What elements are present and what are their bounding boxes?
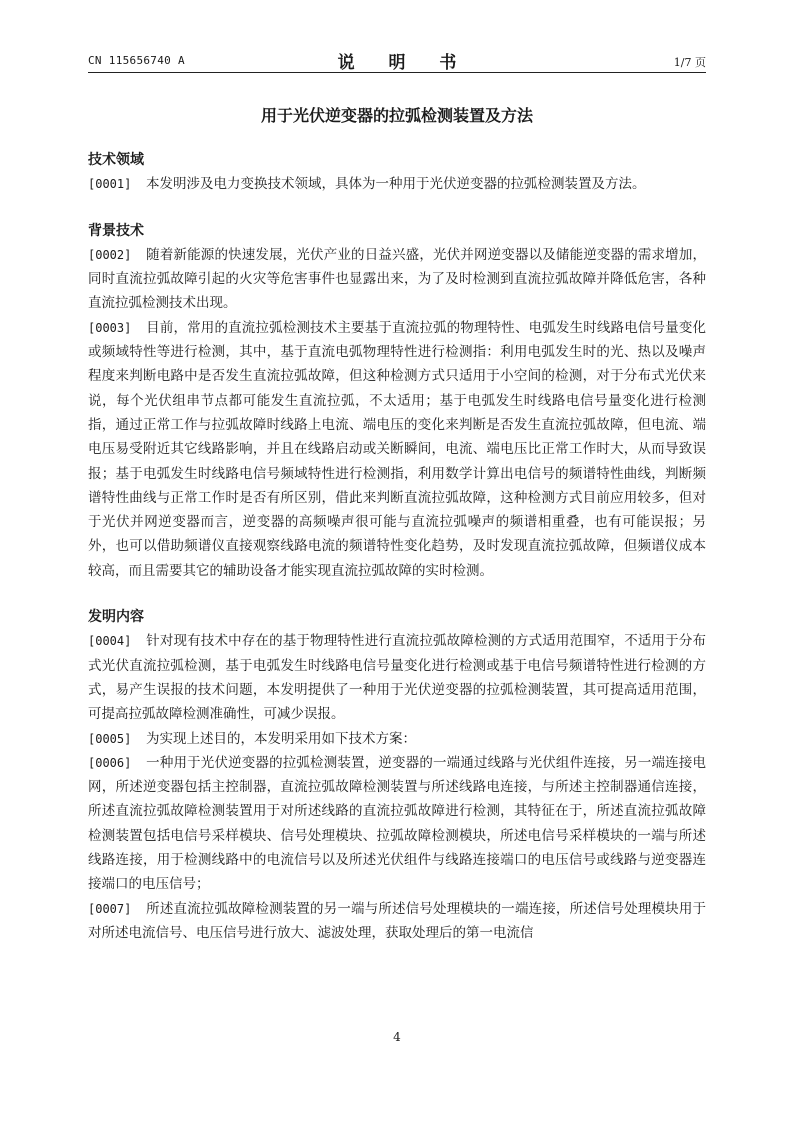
paragraph-number: [0003] [88, 320, 132, 335]
paragraph-text: 针对现有技术中存在的基于物理特性进行直流拉弧故障检测的方式适用范围窄，不适用于分布式光伏直流拉弧检测，基于电弧发生时线路电信号量变化进行检测或基于电信号频谱特性进行检测的方式，易产生误报的技术问题，本发明提供了一种用于光伏逆变器的拉弧检测装置，其可提高适用范围，可提高拉弧故障检测准确性，可减少误报。 [88, 633, 706, 723]
section-technical-field [88, 148, 706, 197]
paragraph-text: 随着新能源的快速发展，光伏产业的日益兴盛，光伏并网逆变器以及储能逆变器的需求增加，同时直流拉弧故障引起的火灾等危害事件也显露出来，为了及时检测到直流拉弧故障并降低危害，各种直流拉弧检测技术出现。 [88, 246, 706, 312]
paragraph [88, 316, 706, 583]
paragraph-text: 本发明涉及电力变换技术领域，具体为一种用于光伏逆变器的拉弧检测装置及方法。 [146, 176, 646, 193]
paragraph [88, 172, 706, 196]
document-type-title: 说 明 书 [337, 53, 471, 73]
section-background [88, 219, 706, 583]
page-header [88, 44, 706, 73]
page-indicator: 1/7 页 [673, 56, 706, 69]
paragraph-text: 目前，常用的直流拉弧检测技术主要基于直流拉弧的物理特性、电弧发生时线路电信号量变化或频域特性等进行检测，其中，基于直流电弧物理特性进行检测指：利用电弧发生时的光、热以及噪声程度来判断电路中是否发生直流拉弧故障，但这种检测方式只适用于小空间的检测，对于分布式光伏来说，每个光伏组串节点都可能发生直流拉弧，不太适用；基于电弧发生时线路电信号量变化进行检测指，通过正常工作与拉弧故障时线路上电流、端电压的变化来判断是否发生直流拉弧故障，但电流、端电压易受附近其它线路影响，并且在线路启动或关断瞬间，电流、端电压比正常工作时大，从而导致误报；基于电弧发生时线路电信号频域特性进行检测指，利用数学计算出电信号的频谱特性曲线，判断频谱特性曲线与正常工作时是否有所区别，借此来判断直流拉弧故障，这种检测方式目前应用较多，但对于光伏并网逆变器而言，逆变器的高频噪声很可能与直流拉弧噪声的频谱相重叠，也有可能误报；另外，也可以借助频谱仪直接观察线路电流的频谱特性变化趋势，及时发现直流拉弧故障，但频谱仪成本较高，而且需要其它的辅助设备才能实现直流拉弧故障的实时检测。 [88, 319, 706, 579]
paragraph [88, 751, 706, 897]
section-invention-content [88, 605, 706, 945]
invention-title: 用于光伏逆变器的拉弧检测装置及方法 [260, 106, 533, 125]
paragraph-number: [0002] [88, 247, 132, 262]
document-body [88, 148, 706, 945]
paragraph [88, 727, 706, 751]
paragraph-number: [0007] [88, 901, 132, 916]
page-number: 4 [393, 1030, 401, 1044]
paragraph-number: [0006] [88, 755, 132, 770]
paragraph-number: [0005] [88, 731, 132, 746]
section-heading: 背景技术 [88, 222, 144, 239]
paragraph-number: [0001] [88, 177, 132, 192]
paragraph [88, 243, 706, 316]
paragraph-text: 所述直流拉弧故障检测装置的另一端与所述信号处理模块的一端连接，所述信号处理模块用于对所述电流信号、电压信号进行放大、滤波处理，获取处理后的第一电流信 [88, 900, 706, 941]
paragraph [88, 897, 706, 946]
paragraph-text: 为实现上述目的，本发明采用如下技术方案： [146, 730, 416, 747]
section-heading: 发明内容 [88, 609, 144, 626]
section-heading: 技术领域 [88, 152, 144, 168]
paragraph-number: [0004] [88, 634, 132, 649]
paragraph [88, 629, 706, 726]
paragraph-text: 一种用于光伏逆变器的拉弧检测装置，逆变器的一端通过线路与光伏组件连接，另一端连接电网，所述逆变器包括主控制器，直流拉弧故障检测装置与所述线路电连接，与所述主控制器通信连接，所述直流拉弧故障检测装置用于对所述线路的直流拉弧故障进行检测，其特征在于，所述直流拉弧故障检测装置包括电信号采样模块、信号处理模块、拉弧故障检测模块，所述电信号采样模块的一端与所述线路连接，用于检测线路中的电流信号以及所述光伏组件与线路连接端口的电压信号或线路与逆变器连接端口的电压信号； [88, 754, 706, 893]
publication-number: CN 115656740 A [88, 54, 185, 67]
